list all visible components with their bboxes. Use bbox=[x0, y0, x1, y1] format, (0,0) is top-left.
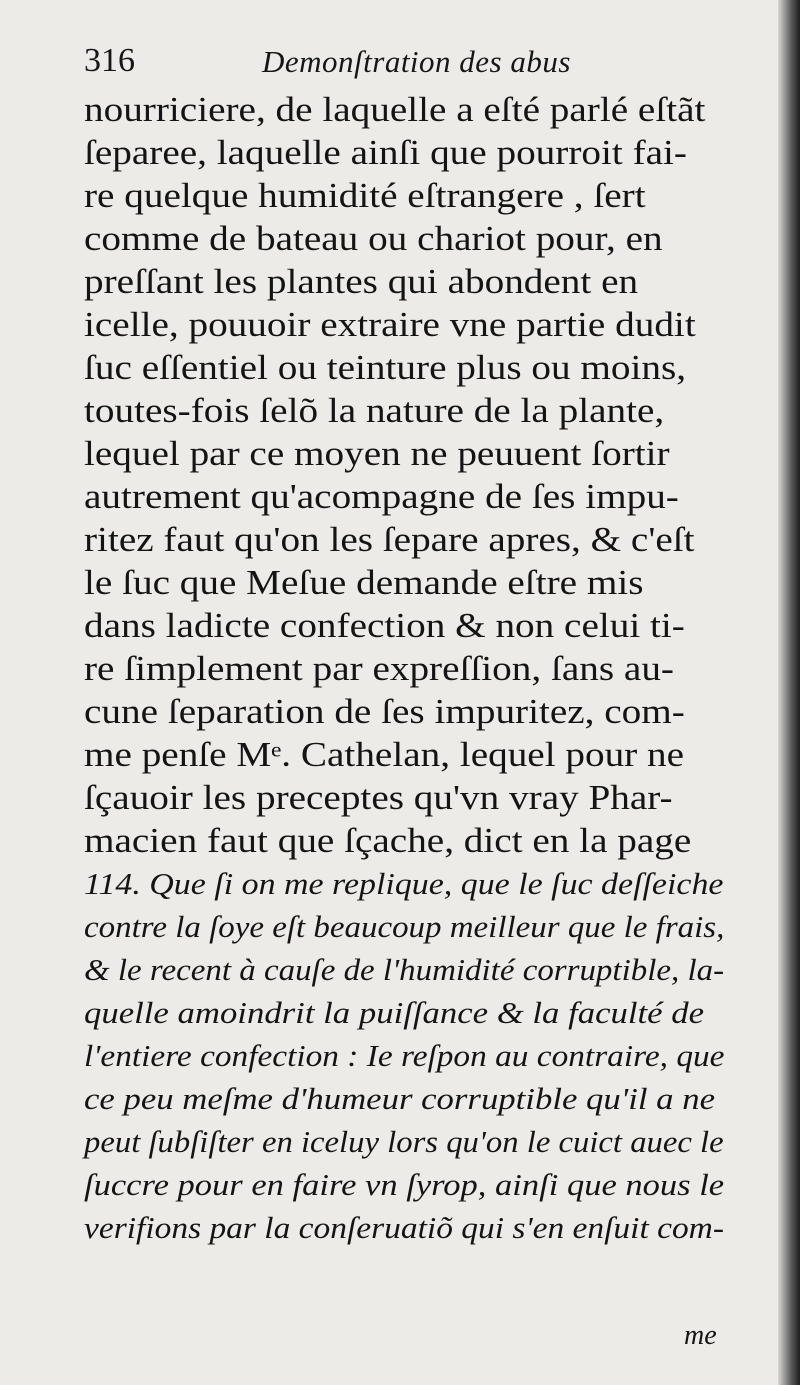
catchword: me bbox=[684, 1320, 717, 1351]
running-title: Demonſtration des abus bbox=[262, 44, 571, 79]
text-line: ſuccre pour en faire vn ſyrop, ainſi que nous le bbox=[84, 1167, 725, 1202]
text-line: re ſimplement par expreſſion, ſans au- bbox=[84, 649, 674, 688]
page-number: 316 bbox=[84, 42, 135, 79]
text-line: peut ſubſiſter en iceluy lors qu'on le cuict auec le bbox=[84, 1124, 724, 1159]
text-line: ſeparee, laquelle ainſi que pourroit fai- bbox=[84, 133, 687, 172]
text-line: l'entiere confection : Ie reſpon au contraire, que bbox=[84, 1038, 725, 1073]
text-line: ſuc eſſentiel ou teinture plus ou moins, bbox=[84, 348, 687, 387]
text-line: cune ſeparation de ſes impuritez, com- bbox=[84, 692, 685, 731]
text-line: preſſant les plantes qui abondent en bbox=[84, 262, 639, 301]
text-line: dans ladicte confection & non celui ti- bbox=[84, 606, 685, 645]
text-line: & le recent à cauſe de l'humidité corruptible, la- bbox=[84, 952, 725, 987]
text-line: comme de bateau ou chariot pour, en bbox=[84, 219, 663, 258]
text-line: contre la ſoye eſt beaucoup meilleur que le frais, bbox=[84, 909, 725, 944]
text-line: ce peu meſme d'humeur corruptible qu'il a ne bbox=[84, 1081, 715, 1116]
text-line: verifions par la conſeruatiõ qui s'en enſuit com- bbox=[84, 1210, 724, 1245]
text-line: quelle amoindrit la puiſſance & la faculté de bbox=[84, 995, 705, 1030]
text-line: toutes-fois ſelõ la nature de la plante, bbox=[84, 391, 665, 430]
text-line: lequel par ce moyen ne peuuent ſortir bbox=[84, 434, 670, 473]
page-header bbox=[84, 38, 724, 82]
text-line: macien faut que ſçache, dict en la page bbox=[84, 821, 692, 860]
text-line: ſçauoir les preceptes qu'vn vray Phar- bbox=[84, 778, 673, 817]
text-line: nourriciere, de laquelle a eſté parlé eſtãt bbox=[84, 90, 706, 129]
page-body-text bbox=[84, 88, 724, 1249]
book-gutter-shadow bbox=[778, 0, 800, 1385]
text-line: re quelque humidité eſtrangere , ſert bbox=[84, 176, 646, 215]
text-line: autrement qu'acompagne de ſes impu- bbox=[84, 477, 679, 516]
text-line: me penſe Mᵉ. Cathelan, lequel pour ne bbox=[84, 735, 685, 774]
text-line: icelle, pouuoir extraire vne partie dudit bbox=[84, 305, 696, 344]
text-line: ritez faut qu'on les ſepare apres, & c'eſt bbox=[84, 520, 695, 559]
text-line: le ſuc que Meſue demande eſtre mis bbox=[84, 563, 644, 602]
text-line: 114. Que ſi on me replique, que le ſuc deſſeiche bbox=[84, 866, 724, 901]
